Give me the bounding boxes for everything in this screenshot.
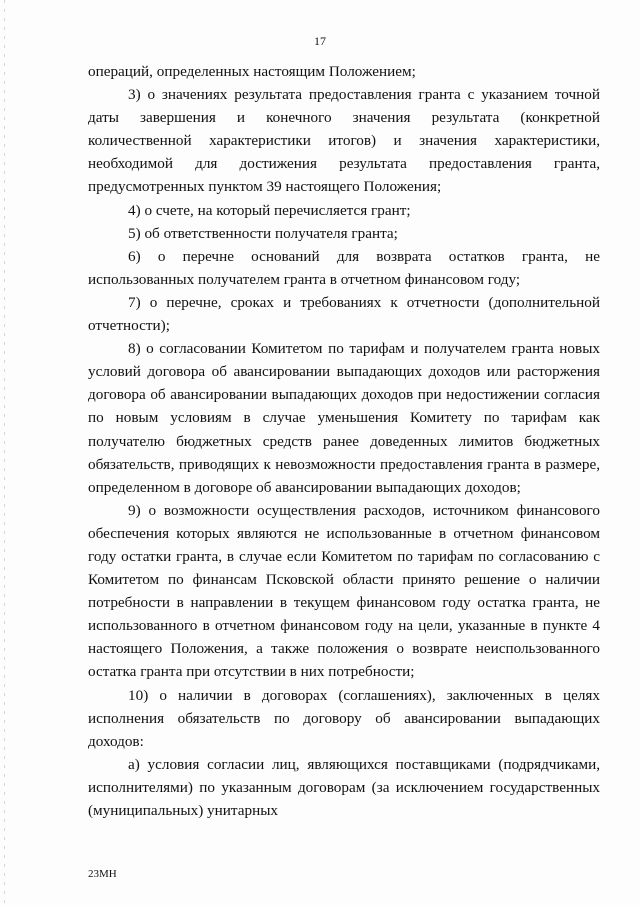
paragraph-item-3: 3) о значениях результата предоставления гранта с указанием точной даты завершения и конечного значения результата (конкретной количественной характеристики итогов) и значения характеристики, необходимой для достижения результата предоставления гранта, предусмотренных пунктом 39 настоящего Положения;: [88, 86, 600, 196]
scan-edge-artifact: [4, 0, 5, 905]
footer-code: 23МН: [88, 868, 117, 880]
paragraph-item-8: 8) о согласовании Комитетом по тарифам и получателем гранта новых условий договора об авансировании выпадающих доходов или расторжения договора об авансировании выпадающих доходов при недостижении согласия по новым условиям в случае уменьшения Комитету по тарифам как получателю бюджетных средств ранее доведенных лимитов бюджетных обязательств, приводящих к невозможности предоставления гранта в размере, определенном в договоре об авансировании выпадающих доходов;: [88, 340, 600, 496]
paragraph-continuation: операций, определенных настоящим Положением;: [88, 63, 416, 80]
paragraph-item-6: 6) о перечне оснований для возврата остатков гранта, не использованных получателем гранта в отчетном финансовом году;: [88, 247, 600, 288]
paragraph-subitem-a: а) условия согласии лиц, являющихся поставщиками (подрядчиками, исполнителями) по указанным договорам (за исключением государственных (муниципальных) унитарных: [88, 755, 600, 819]
paragraph-item-9: 9) о возможности осуществления расходов, источником финансового обеспечения которых являются не использованные в отчетном финансовом году остатки гранта, в случае если Комитетом по тарифам по согласованию с Комитетом по финансам Псковской области принято решение о наличии потребности в направлении в текущем финансовом году остатка гранта, не использованного в отчетном финансовом году на цели, указанные в пункте 4 настоящего Положения, а также положения о возврате неиспользованного остатка гранта при отсутствии в них потребности;: [88, 501, 600, 681]
paragraph-item-5: 5) об ответственности получателя гранта;: [128, 224, 398, 242]
paragraph-item-7: 7) о перечне, сроках и требованиях к отчетности (дополнительной отчетности);: [88, 293, 600, 335]
paragraph-item-4: 4) о счете, на который перечисляется грант;: [128, 201, 411, 219]
paragraph-item-10: 10) о наличии в договорах (соглашениях), заключенных в целях исполнения обязательств по договору об авансировании выпадающих доходов:: [88, 686, 600, 750]
page-number: 17: [314, 34, 326, 48]
document-body: [88, 60, 600, 822]
